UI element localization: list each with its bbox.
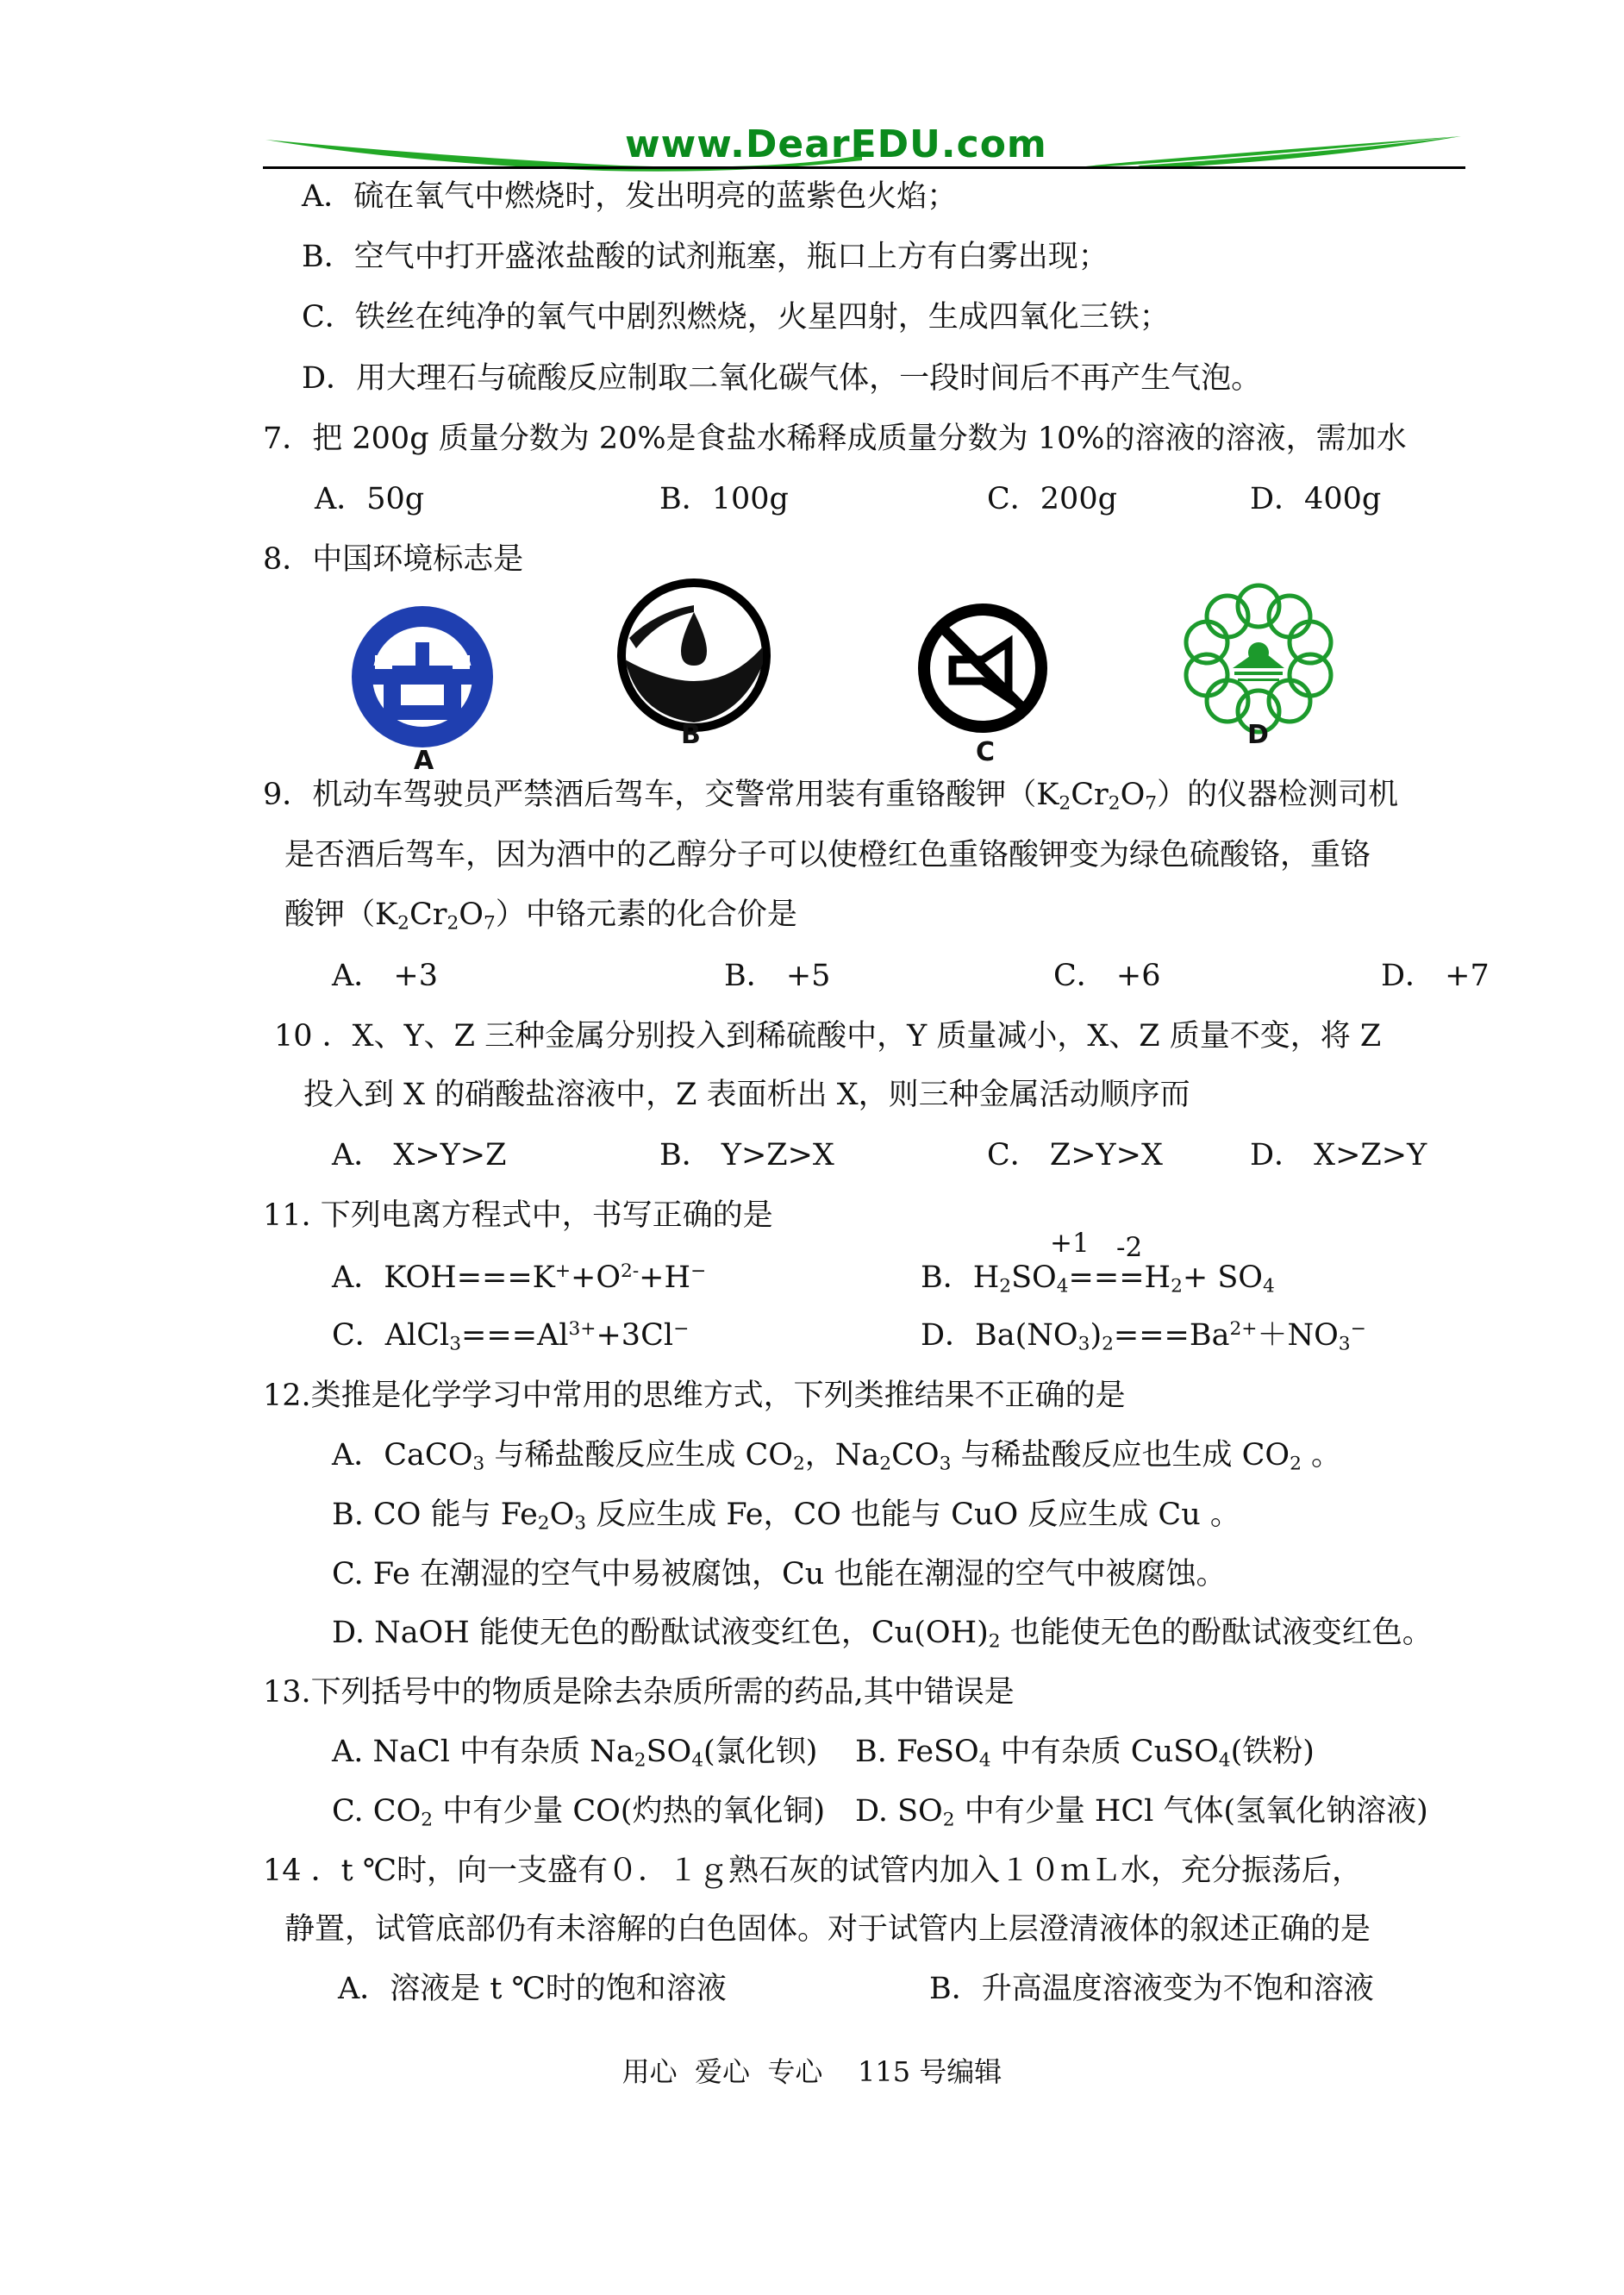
q11-charge-plus1: +1 [1050, 1228, 1090, 1259]
q13-option-b: B. FeSO$_4$ 中有杂质 CuSO$_4$(铁粉) [855, 1735, 1315, 1772]
water-drop-hand-logo-icon [612, 578, 776, 733]
q7-option-d: D．400g [1250, 482, 1382, 516]
q7-option-c: C．200g [987, 482, 1117, 516]
q12-option-a: A．CaCO$_3$ 与稀盐酸反应生成 $CO_2$，$Na_2CO_3$ 与稀盐酸反应也生成 $CO_2$ 。 [332, 1438, 1342, 1475]
q11-option-c: C．$AlCl_3===Al^{3+}+3Cl^-$ [332, 1318, 690, 1355]
q9-line-3: 酸钾$(K_2Cr_2O_7)$中铬元素的化合价是 [284, 897, 797, 935]
q9-option-b: B． +5 [724, 959, 831, 993]
header-rule [263, 166, 1465, 169]
q8-logo-c-label: C [976, 737, 996, 767]
q9-option-a: A． +3 [332, 959, 438, 993]
q7-option-b: B．100g [659, 482, 789, 516]
q8-stem: 8．中国环境标志是 [263, 542, 524, 577]
blue-circle-logo-icon [345, 603, 500, 754]
header-brand: www.DearEDU.com [625, 122, 1047, 166]
q11-option-d: D．$Ba(NO_3)_2===Ba^{2+}+NO_3^-$ [921, 1318, 1366, 1355]
q14-line-1: 14 ．t ℃时，向一支盛有０．１ｇ熟石灰的试管内加入１０ｍＬ水，充分振荡后， [263, 1854, 1363, 1888]
q11-stem: 11. 下列电离方程式中，书写正确的是 [263, 1198, 773, 1233]
q9-line-1: 9．机动车驾驶员严禁酒后驾车，交警常用装有重铬酸钾$(K_2Cr_2O_7)$的仪器检测司机 [263, 778, 1399, 815]
q9-line1-text-b: ）的仪器检测司机 [1157, 778, 1399, 812]
q6-option-d: D．用大理石与硫酸反应制取二氧化碳气体，一段时间后不再产生气泡。 [302, 361, 1262, 396]
q6-option-b: B．空气中打开盛浓盐酸的试剂瓶塞，瓶口上方有白雾出现； [302, 240, 1109, 274]
q10-option-d: D． X>Z>Y [1250, 1138, 1427, 1173]
q11-option-a: A．$KOH===K^++O^{2-}+H^-$ [332, 1260, 707, 1295]
q12-option-b: B. CO 能与 $Fe_2O_3$ 反应生成 Fe，CO 也能与 CuO 反应生成 Cu 。 [332, 1498, 1240, 1535]
q10-option-c: C． Z>Y>X [987, 1138, 1163, 1173]
q11-option-b: B．$H_2SO_4===H_2+ SO_4$ [921, 1260, 1275, 1298]
q13-stem: 13.下列括号中的物质是除去杂质所需的药品,其中错误是 [263, 1675, 1015, 1710]
q7-stem: 7．把 200g 质量分数为 20%是食盐水稀释成质量分数为 10%的溶液的溶液，需加水 [263, 422, 1407, 456]
q14-option-a: A．溶液是 t ℃时的饱和溶液 [338, 1972, 727, 2006]
no-horn-logo-icon [914, 599, 1052, 737]
q7-option-a: A．50g [315, 482, 425, 516]
q6-option-c: C．铁丝在纯净的氧气中剧烈燃烧，火星四射，生成四氧化三铁； [302, 300, 1170, 335]
q13-option-c: C. $CO_2$ 中有少量 CO(灼热的氧化铜) [332, 1794, 826, 1831]
q8-logo-d-label: D [1247, 720, 1269, 750]
q14-line-2: 静置，试管底部仍有未溶解的白色固体。对于试管内上层澄清液体的叙述正确的是 [284, 1912, 1371, 1947]
q12-stem: 12.类推是化学学习中常用的思维方式，下列类推结果不正确的是 [263, 1379, 1126, 1413]
q9-line-2: 是否酒后驾车，因为酒中的乙醇分子可以使橙红色重铬酸钾变为绿色硫酸铬，重铬 [284, 838, 1371, 872]
q9-option-c: C． +6 [1053, 959, 1161, 993]
q10-line-1: 10 ．X、Y、Z 三种金属分别投入到稀硫酸中，Y 质量减小，X、Z 质量不变，将 Z [274, 1019, 1382, 1054]
q9-option-d: D． +7 [1381, 959, 1490, 993]
q6-option-a: A．硫在氧气中燃烧时，发出明亮的蓝紫色火焰； [302, 179, 958, 214]
q10-option-a: A． X>Y>Z [332, 1138, 507, 1173]
q11-charge-minus2: -2 [1116, 1232, 1143, 1263]
q14-option-b: B．升高温度溶液变为不饱和溶液 [929, 1972, 1374, 2006]
q13-option-a: A. NaCl 中有杂质 $Na_2SO_4$(氯化钡) [332, 1735, 818, 1772]
q10-option-b: B． Y>Z>X [659, 1138, 834, 1173]
q9-line1-text-a: 9．机动车驾驶员严禁酒后驾车，交警常用装有重铬酸钾（K [263, 778, 1059, 812]
ten-rings-environment-logo-icon [1181, 582, 1336, 737]
q9-line3-text-a: 酸钾（K [284, 897, 398, 932]
q12-option-d: D. NaOH 能使无色的酚酞试液变红色，$Cu(OH)_2$ 也能使无色的酚酞试液变红色。 [332, 1616, 1433, 1653]
q12-option-c: C. Fe 在潮湿的空气中易被腐蚀，Cu 也能在潮湿的空气中被腐蚀。 [332, 1557, 1227, 1591]
q8-logo-b-label: B [681, 720, 701, 750]
q9-line3-text-b: ）中铬元素的化合价是 [495, 897, 797, 932]
q8-logo-a-label: A [414, 746, 434, 776]
page-footer: 用心 爱心 专心 115 号编辑 [621, 2055, 1003, 2088]
q10-line-2: 投入到 X 的硝酸盐溶液中，Z 表面析出 X，则三种金属活动顺序而 [303, 1078, 1190, 1112]
q13-option-d: D. $SO_2$ 中有少量 HCl 气体(氢氧化钠溶液) [855, 1794, 1428, 1831]
